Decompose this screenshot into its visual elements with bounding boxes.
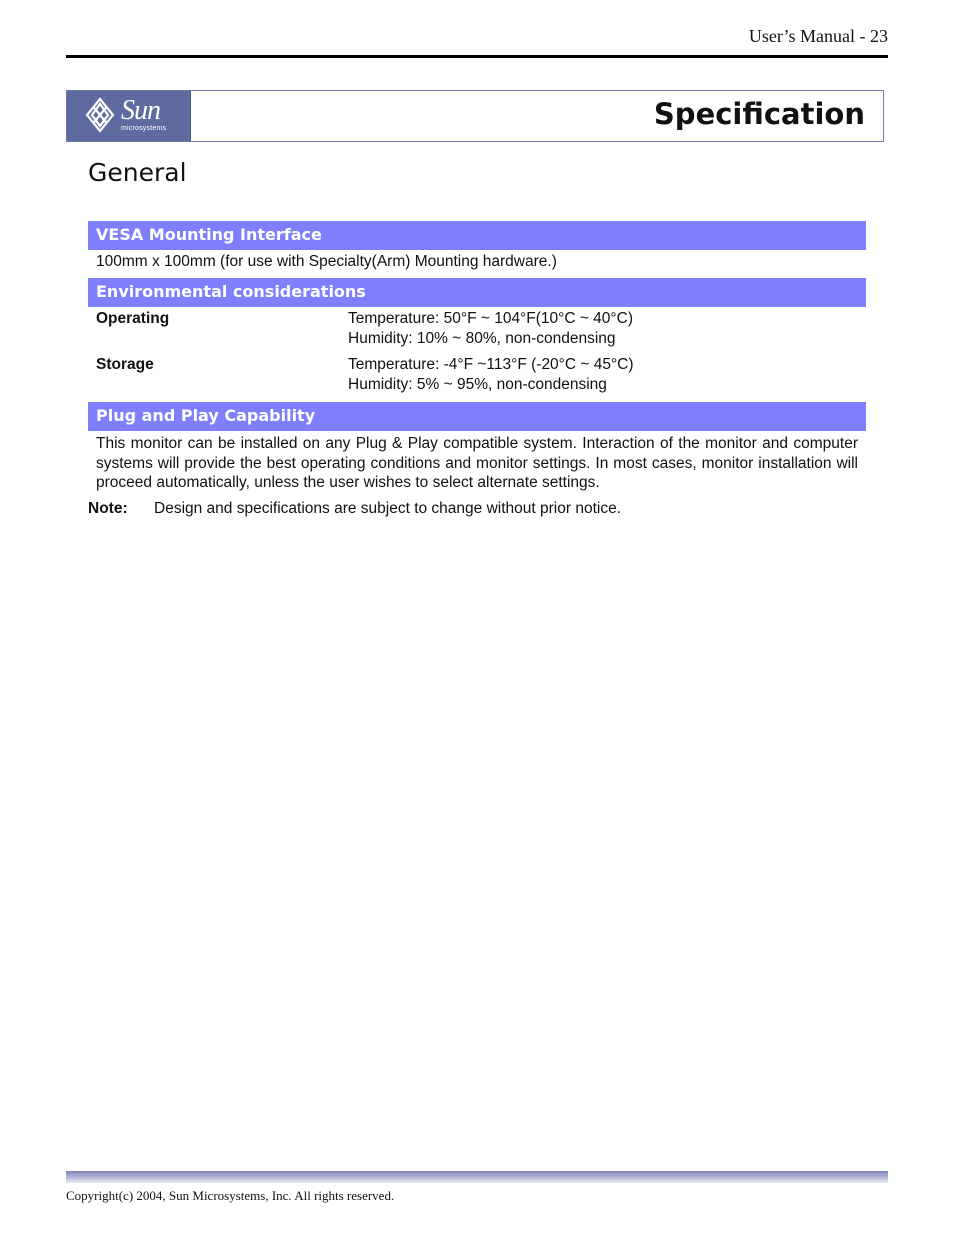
environment-row-operating [96, 309, 858, 348]
environment-label: Operating [96, 310, 170, 327]
environment-values [348, 309, 858, 348]
spec-table [88, 221, 866, 493]
note-text: Design and specifications are subject to change without prior notice. [154, 500, 621, 517]
environment-humidity: Humidity: 10% ~ 80%, non-condensing [348, 329, 616, 347]
logo-subtitle: microsystems [121, 125, 167, 132]
environment-label: Storage [96, 356, 154, 373]
page-header: User’s Manual - 23 [748, 26, 888, 46]
sun-logo-icon [83, 97, 117, 133]
environment-humidity: Humidity: 5% ~ 95%, non-condensing [348, 375, 607, 393]
sun-logo [67, 91, 191, 141]
environment-heading: Environmental considerations [88, 278, 866, 307]
header-rule [66, 55, 888, 58]
environment-temperature: Temperature: 50°F ~ 104°F(10°C ~ 40°C) [348, 310, 633, 327]
note-label: Note: [88, 500, 128, 517]
environment-temperature: Temperature: -4°F ~113°F (-20°C ~ 45°C) [348, 356, 634, 373]
note [88, 499, 866, 519]
page-title: Specification [653, 97, 865, 131]
plug-and-play-text: This monitor can be installed on any Plug & Play compatible system. Interaction of the monitor and computer systems will provide the best operating conditions and monitor settings. In most cases, monitor installation will proceed automatically, unless the user wishes to select alternate settings. [96, 435, 858, 491]
plug-and-play-heading: Plug and Play Capability [88, 402, 866, 431]
title-bar [66, 90, 884, 142]
environment-rows [88, 307, 866, 402]
vesa-heading: VESA Mounting Interface [88, 221, 866, 250]
footer-copyright: Copyright(c) 2004, Sun Microsystems, Inc. All rights reserved. [66, 1188, 395, 1203]
logo-wordmark: Sun [121, 95, 160, 126]
environment-row-storage [96, 355, 858, 394]
footer-bar [66, 1171, 888, 1183]
vesa-text: 100mm x 100mm (for use with Specialty(Arm) Mounting hardware.) [96, 253, 557, 270]
environment-values [348, 355, 858, 394]
section-heading: General [88, 158, 187, 187]
